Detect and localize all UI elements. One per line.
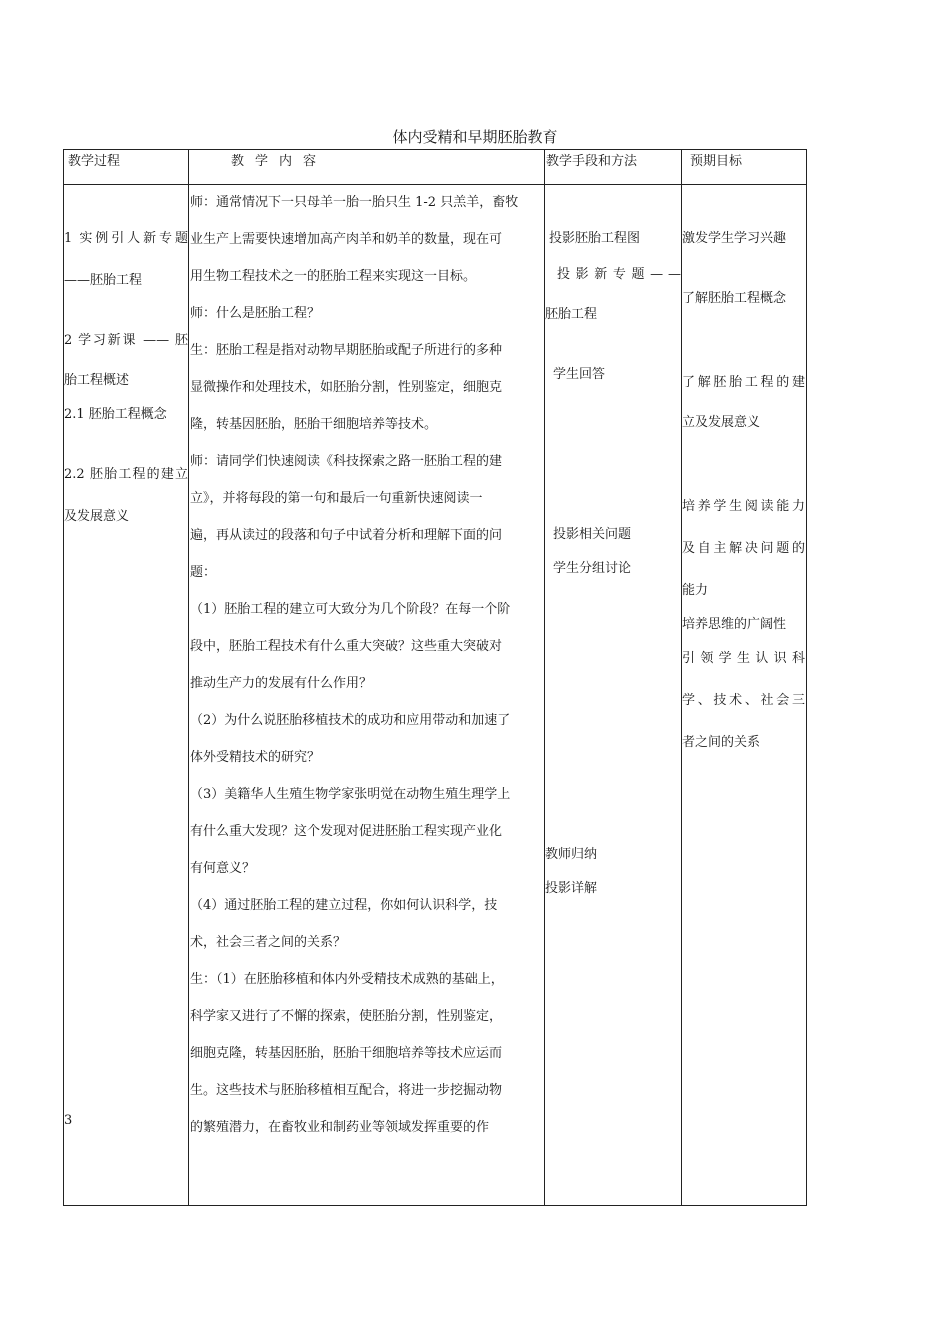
method-4: 投影相关问题 bbox=[553, 527, 632, 542]
method-1: 投影胚胎工程图 bbox=[549, 231, 641, 246]
content-line: 隆，转基因胚胎，胚胎干细胞培养等技术。 bbox=[190, 417, 438, 432]
process-step-4a: 2.2 胚胎工程的建立 bbox=[64, 467, 188, 482]
content-line: 有什么重大发现？这个发现对促进胚胎工程实现产业化 bbox=[190, 824, 503, 839]
header-content: 教学内容 bbox=[189, 150, 545, 185]
content-line: 遍，再从读过的段落和句子中试着分析和理解下面的问 bbox=[190, 528, 503, 543]
content-line: 题： bbox=[190, 565, 217, 580]
goal-4c: 能力 bbox=[682, 583, 709, 598]
method-3: 学生回答 bbox=[553, 367, 606, 382]
content-line: 术，社会三者之间的关系？ bbox=[190, 935, 347, 950]
content-line: 师：什么是胚胎工程？ bbox=[190, 306, 321, 321]
process-step-5: 3 bbox=[64, 1113, 73, 1128]
content-line: 的繁殖潜力，在畜牧业和制药业等领域发挥重要的作 bbox=[190, 1120, 490, 1135]
document-title: 体内受精和早期胚胎教育 bbox=[392, 128, 558, 146]
content-line: 师：请同学们快速阅读《科技探索之路一胚胎工程的建 bbox=[190, 454, 503, 469]
goal-4b: 及自主解决问题的 bbox=[682, 541, 805, 556]
goal-6c: 者之间的关系 bbox=[682, 735, 761, 750]
content-line: 细胞克隆，转基因胚胎，胚胎干细胞培养等技术应运而 bbox=[190, 1046, 503, 1061]
goal-3a: 了解胚胎工程的建 bbox=[682, 375, 805, 390]
content-line: 立》，并将每段的第一句和最后一句重新快速阅读一 bbox=[190, 491, 483, 506]
goal-6a: 引 领 学 生 认 识 科 bbox=[682, 651, 805, 666]
content-line: 业生产上需要快速增加高产肉羊和奶羊的数量，现在可 bbox=[190, 232, 503, 247]
content-line: 段中，胚胎工程技术有什么重大突破？这些重大突破对 bbox=[190, 639, 503, 654]
content-line: 显微操作和处理技术，如胚胎分割，性别鉴定，细胞克 bbox=[190, 380, 503, 395]
process-step-3: 2.1 胚胎工程概念 bbox=[64, 407, 167, 422]
goal-6b: 学、技术、社会三 bbox=[682, 693, 805, 708]
goal-column bbox=[682, 185, 807, 1206]
process-step-2a: 2 学习新课 —— 胚 bbox=[64, 333, 188, 348]
content-text bbox=[190, 193, 544, 1155]
content-line: 用生物工程技术之一的胚胎工程来实现这一目标。 bbox=[190, 269, 477, 284]
content-line: 生。这些技术与胚胎移植相互配合，将进一步挖掘动物 bbox=[190, 1083, 503, 1098]
content-line: 生：（1）在胚胎移植和体内外受精技术成熟的基础上， bbox=[190, 972, 504, 987]
content-line: 体外受精技术的研究？ bbox=[190, 750, 321, 765]
process-step-4b: 及发展意义 bbox=[64, 509, 130, 524]
content-line: 推动生产力的发展有什么作用？ bbox=[190, 676, 373, 691]
process-step-1b: ——胚胎工程 bbox=[64, 273, 143, 288]
content-line: （3）美籍华人生殖生物学家张明觉在动物生殖生理学上 bbox=[190, 787, 511, 802]
header-process: 教学过程 bbox=[64, 150, 189, 185]
goal-4a: 培养学生阅读能力 bbox=[682, 499, 805, 514]
goal-3b: 立及发展意义 bbox=[682, 415, 761, 430]
method-5: 学生分组讨论 bbox=[553, 561, 632, 576]
method-column bbox=[545, 185, 682, 1206]
content-line: 生：胚胎工程是指对动物早期胚胎或配子所进行的多种 bbox=[190, 343, 503, 358]
process-step-2b: 胎工程概述 bbox=[64, 373, 130, 388]
table-header-row bbox=[64, 150, 807, 185]
content-line: （4）通过胚胎工程的建立过程，你如何认识科学，技 bbox=[190, 898, 498, 913]
method-2a: 投 影 新 专 题 — — bbox=[557, 267, 681, 282]
process-step-1a: 1 实例引人新专题 bbox=[64, 231, 188, 246]
method-6: 教师归纳 bbox=[545, 847, 598, 862]
content-line: （1）胚胎工程的建立可大致分为几个阶段？在每一个阶 bbox=[190, 602, 511, 617]
header-method: 教学手段和方法 bbox=[545, 150, 682, 185]
goal-1: 激发学生学习兴趣 bbox=[682, 231, 787, 246]
method-2b: 胚胎工程 bbox=[545, 307, 598, 322]
goal-2: 了解胚胎工程概念 bbox=[682, 291, 787, 306]
content-line: 科学家又进行了不懈的探索，使胚胎分割，性别鉴定， bbox=[190, 1009, 503, 1024]
content-line: 有何意义？ bbox=[190, 861, 256, 876]
content-line: （2）为什么说胚胎移植技术的成功和应用带动和加速了 bbox=[190, 713, 511, 728]
header-goal: 预期目标 bbox=[682, 150, 807, 185]
goal-5: 培养思维的广阔性 bbox=[682, 617, 787, 632]
method-7: 投影详解 bbox=[545, 881, 598, 896]
lesson-plan-table bbox=[63, 149, 807, 1206]
content-line: 师：通常情况下一只母羊一胎一胎只生 1-2 只羔羊，畜牧 bbox=[190, 195, 519, 210]
process-column bbox=[64, 185, 189, 1206]
table-body-row bbox=[64, 185, 807, 1206]
content-column bbox=[189, 185, 545, 1206]
